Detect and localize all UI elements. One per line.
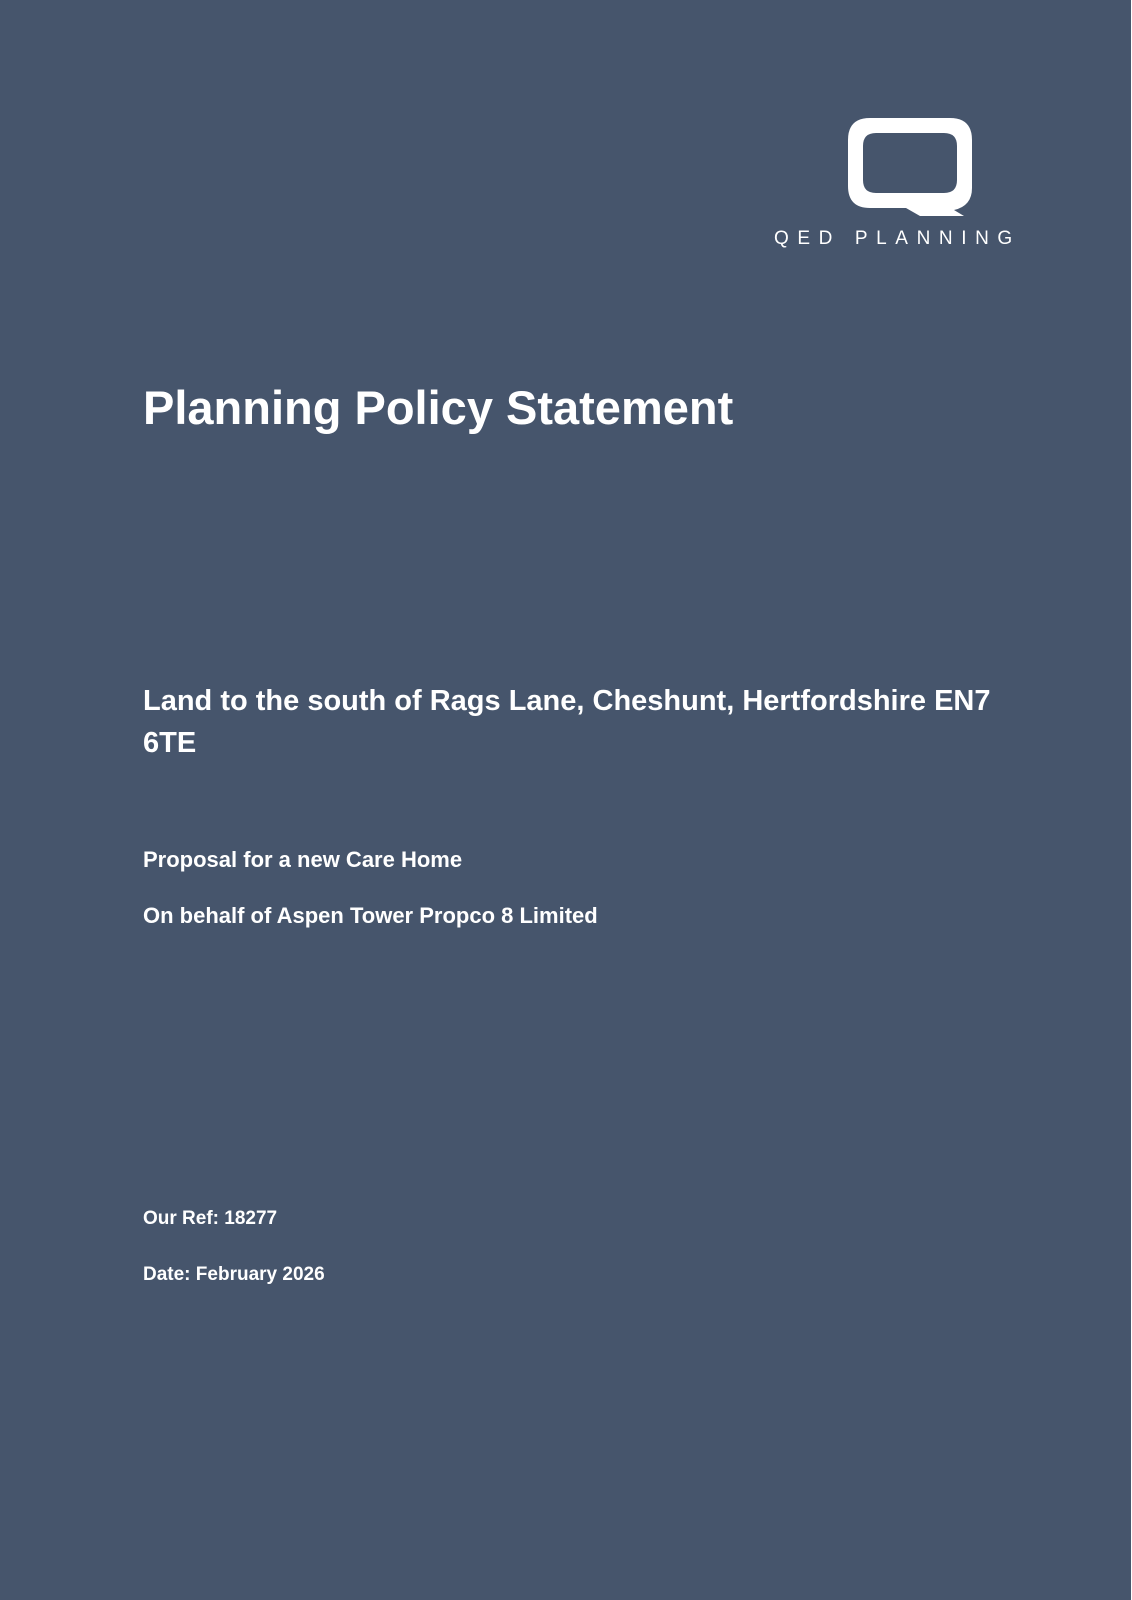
company-logo	[770, 118, 1070, 258]
proposal-line: Proposal for a new Care Home	[143, 847, 463, 872]
document-title: Planning Policy Statement	[143, 381, 734, 434]
reference-line: Our Ref: 18277	[143, 1208, 278, 1229]
qed-q-logo-icon	[848, 118, 972, 216]
site-address: Land to the south of Rags Lane, Cheshunt, Hertfordshire EN7 6TE	[143, 685, 991, 759]
client-line: On behalf of Aspen Tower Propco 8 Limited	[143, 903, 598, 928]
company-wordmark: QED PLANNING	[774, 228, 1021, 249]
date-line: Date: February 2026	[143, 1264, 325, 1285]
